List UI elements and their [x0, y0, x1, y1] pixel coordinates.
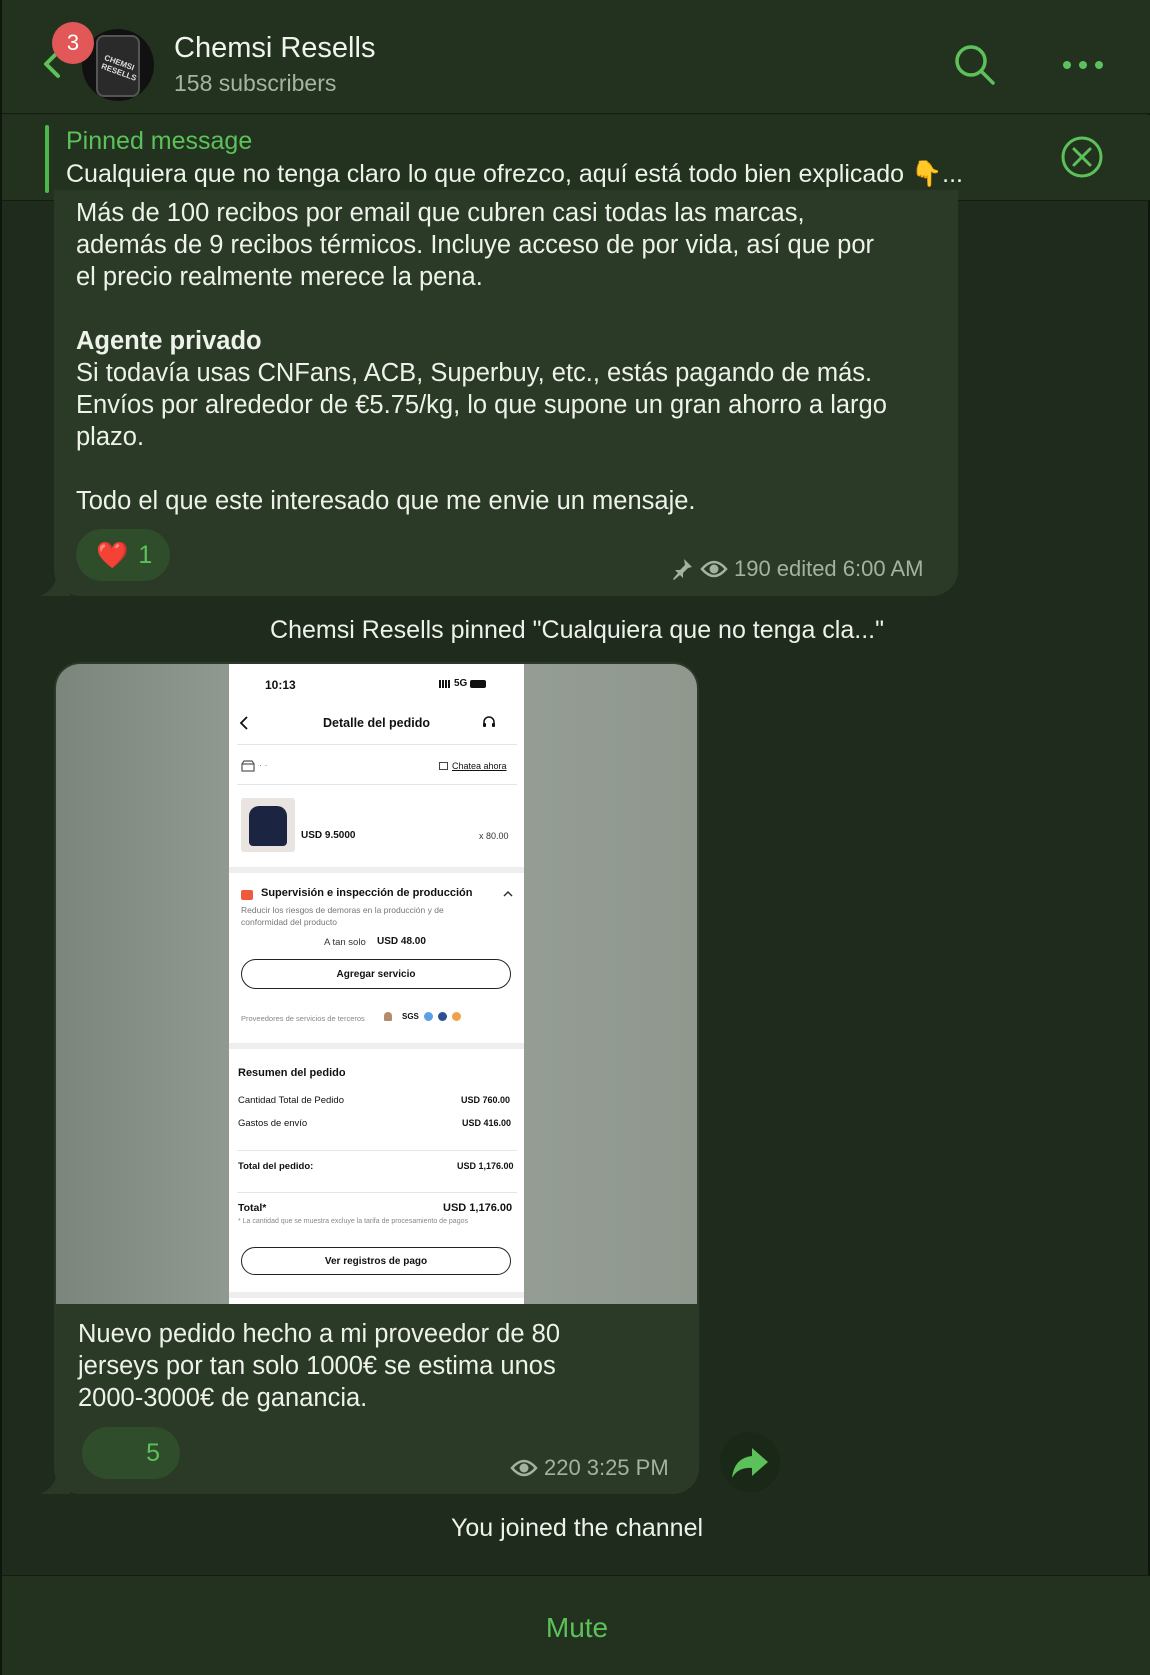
store-name: · ·: [259, 760, 268, 770]
message-meta: [510, 1455, 669, 1481]
summary-row-label: Gastos de envío: [238, 1118, 308, 1129]
text-line: plazo.: [76, 423, 145, 451]
service-desc: Reducir los riesgos de demoras en la producción y de: [241, 905, 444, 915]
message-photo[interactable]: [56, 664, 697, 1304]
order-screenshot: [229, 664, 524, 1304]
more-button[interactable]: [1060, 50, 1106, 80]
reaction-chip[interactable]: [82, 1427, 180, 1479]
chat-now-link: [439, 761, 507, 771]
text-line: jerseys por tan solo 1000€ se estima unos: [78, 1352, 556, 1380]
edited-time: edited 6:00 AM: [776, 556, 924, 581]
summary-row-value: USD 760.00: [461, 1095, 511, 1105]
subscriber-count: 158 subscribers: [174, 70, 337, 96]
channel-title[interactable]: Chemsi Resells: [174, 32, 376, 64]
search-button[interactable]: [952, 42, 998, 88]
chevron-up-icon: [503, 890, 513, 898]
close-circle-icon: [1060, 135, 1104, 179]
pinned-actor[interactable]: Chemsi Resells: [270, 616, 444, 644]
provider-logo-icon: [438, 1012, 447, 1021]
person-icon: [384, 1012, 392, 1021]
text-line: Más de 100 recibos por email que cubren casi todas las marcas,: [76, 199, 805, 227]
reaction-heart[interactable]: [76, 529, 170, 581]
total-value: USD 1,176.00: [443, 1202, 513, 1214]
summary-row-value: USD 416.00: [462, 1118, 512, 1128]
unread-badge: 3: [52, 22, 94, 64]
text-line: el precio realmente merece la pena.: [76, 263, 483, 291]
text-line: Envíos por alrededor de €5.75/kg, lo que supone un gran ahorro a largo: [76, 391, 887, 419]
service-pinned-notice: [2, 616, 1150, 645]
order-total-value: USD 1,176.00: [457, 1161, 514, 1171]
text-line: además de 9 recibos térmicos. Incluye acceso de por vida, así que por: [76, 231, 875, 259]
chat-now-label: Chatea ahora: [452, 761, 507, 771]
pinned-title: Pinned message: [66, 127, 253, 155]
summary-title: Resumen del pedido: [238, 1067, 346, 1079]
pinned-end: ": [875, 616, 884, 644]
pinned-text: Cualquiera que no tenga claro lo que ofrezco, aquí está todo bien explicado 👇...: [66, 160, 963, 188]
provider-logo-icon: [452, 1012, 461, 1021]
order-total-label: Total del pedido:: [238, 1161, 314, 1172]
heart-icon: ❤️: [96, 539, 129, 570]
battery-icon: [470, 680, 486, 688]
service-icon: [241, 890, 253, 900]
text-line: Nuevo pedido hecho a mi proveedor de 80: [78, 1320, 560, 1348]
total-footnote: * La cantidad que se muestra excluye la tarifa de procesamiento de pagos: [238, 1218, 468, 1225]
provider-logo-icon: [424, 1012, 433, 1021]
pinned-verb: pinned ": [443, 616, 542, 644]
message-meta: [670, 556, 924, 582]
phone-icon: [96, 35, 140, 97]
message-time: 3:25 PM: [586, 1455, 669, 1480]
reaction-count: 1: [138, 540, 153, 569]
search-icon: [952, 42, 998, 88]
sgs-logo: SGS: [402, 1012, 419, 1021]
providers-label: Proveedores de servicios de terceros: [241, 1014, 365, 1023]
product-price: USD 9.5000: [301, 830, 356, 841]
bubble-tail: [40, 1468, 70, 1498]
mute-button[interactable]: Mute: [545, 1612, 609, 1643]
bottom-bar: [2, 1575, 1150, 1675]
payment-records-button: Ver registros de pago: [241, 1247, 511, 1275]
view-count: 220: [544, 1455, 581, 1480]
unpin-button[interactable]: [1060, 135, 1104, 179]
chat-header: [2, 0, 1150, 114]
service-desc: conformidad del producto: [241, 917, 337, 927]
pin-icon: [670, 557, 694, 581]
status-clock: 10:13: [265, 678, 296, 692]
product-qty: x 80.00: [479, 831, 509, 841]
eye-icon: [700, 559, 728, 579]
headset-icon: [481, 714, 497, 730]
bubble-tail: [40, 570, 70, 600]
reaction-count: 5: [146, 1438, 160, 1467]
eye-icon: [510, 1458, 538, 1478]
text-line: Todo el que este interesado que me envie un mensaje.: [76, 487, 696, 515]
forward-button[interactable]: [720, 1432, 780, 1492]
chat-icon: [439, 762, 448, 770]
network-label: 5G: [454, 678, 468, 689]
provider-logos: [384, 1012, 461, 1021]
total-label: Total*: [238, 1202, 267, 1214]
service-title: Supervisión e inspección de producción: [261, 887, 473, 899]
text-line: 2000-3000€ de ganancia.: [78, 1384, 368, 1412]
text-heading: Agente privado: [76, 327, 262, 355]
status-bar-icons: [439, 678, 486, 689]
signal-icon: [439, 680, 451, 688]
summary-row-label: Cantidad Total de Pedido: [238, 1095, 344, 1106]
pinned-message-bar[interactable]: [2, 115, 1150, 201]
pinned-accent-bar: [45, 125, 49, 193]
message-text: [76, 197, 887, 517]
from-label: A tan solo: [324, 937, 366, 948]
service-joined-notice: You joined the channel: [450, 1514, 704, 1542]
from-price: USD 48.00: [377, 936, 426, 947]
add-service-button: Agregar servicio: [241, 959, 511, 989]
message-caption: [78, 1318, 560, 1414]
more-dots-icon: [1060, 50, 1106, 80]
forward-arrow-icon: [720, 1432, 780, 1492]
store-icon: [241, 760, 255, 772]
screen-title: Detalle del pedido: [323, 716, 430, 730]
pinned-quote[interactable]: Cualquiera que no tenga cla...: [541, 616, 876, 644]
view-count: 190: [734, 556, 771, 581]
avatar-text: CHEMSI RESELLS: [100, 53, 138, 83]
product-thumbnail: [241, 798, 295, 852]
text-line: Si todavía usas CNFans, ACB, Superbuy, etc., estás pagando de más.: [76, 359, 873, 387]
